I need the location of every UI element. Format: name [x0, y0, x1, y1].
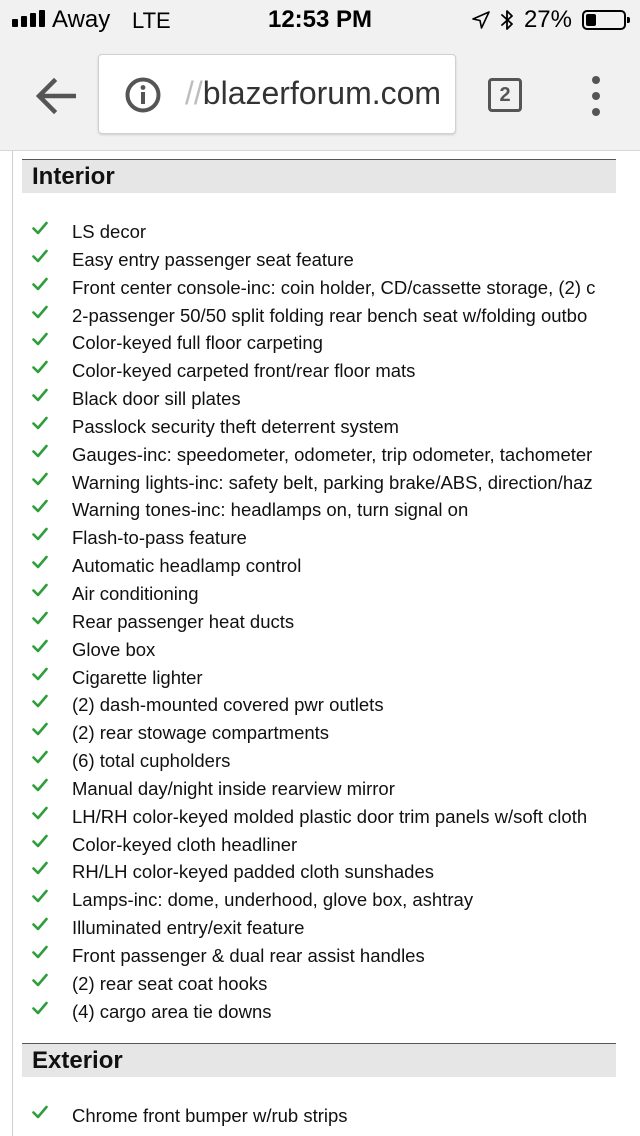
network-type: LTE	[132, 8, 171, 33]
checkmark-icon	[32, 416, 48, 430]
checkmark-icon	[32, 834, 48, 848]
feature-text: Automatic headlamp control	[72, 555, 302, 577]
overflow-menu-icon[interactable]	[584, 76, 608, 116]
feature-text: Flash-to-pass feature	[72, 527, 247, 549]
checkmark-icon	[32, 555, 48, 569]
feature-text: Rear passenger heat ducts	[72, 610, 295, 632]
feature-text: (4) cargo area tie downs	[72, 1000, 272, 1022]
checkmark-icon	[32, 722, 48, 736]
feature-text: Warning tones-inc: headlamps on, turn signal on	[72, 499, 469, 521]
checkmark-icon	[32, 750, 48, 764]
feature-text: Passlock security theft deterrent system	[72, 415, 399, 437]
feature-text: (2) rear seat coat hooks	[72, 972, 268, 994]
back-button[interactable]	[30, 70, 82, 122]
checkmark-icon	[32, 360, 48, 374]
checkmark-icon	[32, 527, 48, 541]
list-item	[0, 776, 640, 804]
checkmark-icon	[32, 583, 48, 597]
list-item	[0, 692, 640, 720]
list-item	[0, 581, 640, 609]
feature-text: Manual day/night inside rearview mirror	[72, 777, 395, 799]
feature-text: (2) rear stowage compartments	[72, 722, 330, 744]
list-item	[0, 804, 640, 832]
feature-text: Glove box	[72, 638, 156, 660]
status-bar	[0, 0, 640, 40]
checkmark-icon	[32, 305, 48, 319]
list-item	[0, 720, 640, 748]
feature-text: Color-keyed full floor carpeting	[72, 332, 323, 354]
checkmark-icon	[32, 694, 48, 708]
checkmark-icon	[32, 1001, 48, 1015]
list-item	[0, 915, 640, 943]
feature-text: Warning lights-inc: safety belt, parking brake/ABS, direction/haz	[72, 471, 593, 493]
checkmark-icon	[32, 249, 48, 263]
feature-text: LH/RH color-keyed molded plastic door trim panels w/soft cloth	[72, 805, 588, 827]
status-time: 12:53 PM	[267, 6, 373, 33]
feature-text: Color-keyed cloth headliner	[72, 833, 298, 855]
checkmark-icon	[32, 973, 48, 987]
checkmark-icon	[32, 639, 48, 653]
list-item	[0, 637, 640, 665]
feature-text: (2) dash-mounted covered pwr outlets	[72, 694, 384, 716]
checkmark-icon	[32, 221, 48, 235]
list-item	[0, 442, 640, 470]
tab-switcher-icon[interactable]	[488, 78, 522, 112]
list-item	[0, 247, 640, 275]
checkmark-icon	[32, 889, 48, 903]
battery-percent: 27%	[523, 6, 572, 33]
list-item	[0, 275, 640, 303]
checkmark-icon	[32, 667, 48, 681]
checkmark-icon	[32, 917, 48, 931]
checkmark-icon	[32, 472, 48, 486]
checkmark-icon	[32, 945, 48, 959]
section-header-interior: Interior	[22, 159, 616, 193]
feature-text: (6) total cupholders	[72, 750, 231, 772]
list-item	[0, 386, 640, 414]
info-icon[interactable]	[125, 77, 161, 113]
list-item	[0, 303, 640, 331]
list-item	[0, 525, 640, 553]
section-header-exterior: Exterior	[22, 1043, 616, 1077]
url-text[interactable]	[185, 75, 441, 112]
list-item	[0, 665, 640, 693]
battery-fill	[586, 14, 596, 26]
feature-text: LS decor	[72, 221, 147, 242]
list-item	[0, 832, 640, 860]
feature-text: Front passenger & dual rear assist handles	[72, 944, 425, 966]
list-item	[0, 330, 640, 358]
checkmark-icon	[32, 611, 48, 625]
feature-text: Easy entry passenger seat feature	[72, 248, 354, 270]
list-item	[0, 748, 640, 776]
tab-count: 2	[499, 83, 511, 106]
checkmark-icon	[32, 332, 48, 346]
exterior-feature-list	[0, 1103, 640, 1131]
list-item	[0, 219, 640, 247]
url-domain: blazerforum.com	[202, 75, 442, 111]
list-item	[0, 887, 640, 915]
list-item	[0, 859, 640, 887]
feature-text: Illuminated entry/exit feature	[72, 917, 305, 939]
feature-text: Air conditioning	[72, 582, 199, 604]
feature-text: Front center console-inc: coin holder, CD/cassette storage, (2) c	[72, 276, 596, 298]
checkmark-icon	[32, 444, 48, 458]
checkmark-icon	[32, 499, 48, 513]
url-prefix: //	[185, 75, 203, 111]
feature-text: RH/LH color-keyed padded cloth sunshades	[72, 861, 434, 883]
list-item	[0, 414, 640, 442]
bluetooth-icon	[500, 9, 514, 31]
feature-text: Gauges-inc: speedometer, odometer, trip odometer, tachometer	[72, 443, 593, 465]
feature-text: 2-passenger 50/50 split folding rear bench seat w/folding outbo	[72, 304, 588, 326]
battery-nub	[627, 17, 630, 23]
list-item	[0, 358, 640, 386]
page-content[interactable]	[0, 151, 640, 1136]
list-item	[0, 609, 640, 637]
list-item	[0, 497, 640, 525]
checkmark-icon	[32, 806, 48, 820]
feature-text: Cigarette lighter	[72, 666, 203, 688]
list-item	[0, 553, 640, 581]
carrier-name: Away	[52, 6, 111, 33]
list-item	[0, 999, 640, 1027]
back-arrow-icon	[36, 78, 76, 114]
checkmark-icon	[32, 277, 48, 291]
checkmark-icon	[32, 1105, 48, 1119]
checkmark-icon	[32, 388, 48, 402]
battery-icon	[582, 10, 626, 30]
feature-text: Black door sill plates	[72, 388, 241, 410]
interior-feature-list	[0, 219, 640, 1026]
checkmark-icon	[32, 861, 48, 875]
list-item	[0, 1103, 640, 1131]
list-item	[0, 971, 640, 999]
list-item	[0, 470, 640, 498]
checkmark-icon	[32, 778, 48, 792]
browser-toolbar	[0, 40, 640, 151]
list-item	[0, 943, 640, 971]
feature-text: Lamps-inc: dome, underhood, glove box, ashtray	[72, 889, 474, 911]
status-indicators	[472, 6, 626, 34]
address-bar[interactable]	[98, 54, 456, 134]
feature-text: Color-keyed carpeted front/rear floor mats	[72, 360, 416, 382]
feature-text: Chrome front bumper w/rub strips	[72, 1105, 348, 1126]
location-arrow-icon	[472, 11, 490, 29]
